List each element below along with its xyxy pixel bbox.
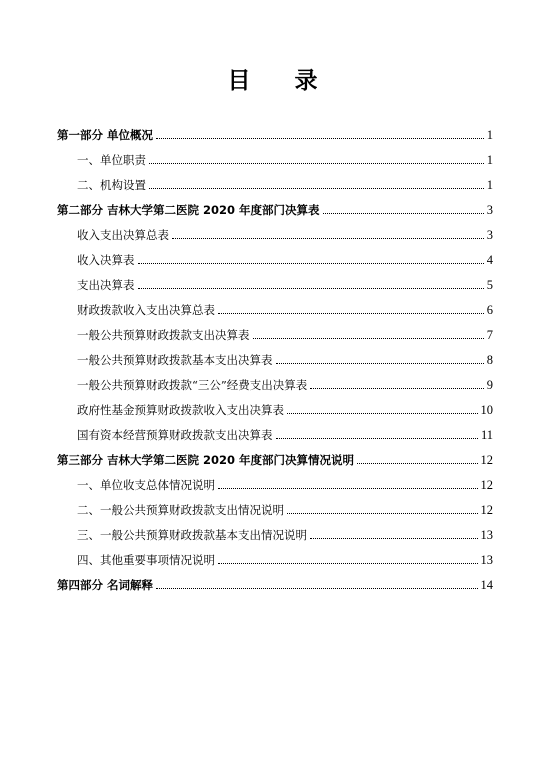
toc-entry-income-table[interactable] xyxy=(77,242,493,267)
toc-entry-label: 第一部分 单位概况 xyxy=(57,128,154,142)
toc-page-number: 3 xyxy=(486,203,493,217)
toc-entry-label: 一般公共预算财政拨款支出决算表 xyxy=(77,328,250,342)
toc-entry-part-3[interactable] xyxy=(57,442,493,467)
toc-page-number: 1 xyxy=(486,153,493,167)
toc-page-number: 12 xyxy=(480,453,493,467)
dot-leader xyxy=(138,287,484,289)
toc-entry-label: 一般公共预算财政拨款基本支出决算表 xyxy=(77,353,273,367)
dot-leader xyxy=(218,562,478,564)
toc-page-number: 14 xyxy=(480,578,493,592)
toc-entry-label: 二、一般公共预算财政拨款支出情况说明 xyxy=(77,503,284,517)
toc-entry-other-matters[interactable] xyxy=(77,542,493,567)
dot-leader xyxy=(138,262,484,264)
toc-entry-label: 二、机构设置 xyxy=(77,178,146,192)
toc-page-number: 13 xyxy=(480,528,493,542)
dot-leader xyxy=(156,587,477,589)
dot-leader xyxy=(149,187,484,189)
toc-entry-general-budget-basic[interactable] xyxy=(77,342,493,367)
toc-page-number: 13 xyxy=(480,553,493,567)
toc-page-number: 10 xyxy=(480,403,493,417)
toc-entry-label: 政府性基金预算财政拨款收入支出决算表 xyxy=(77,403,284,417)
toc-page-number: 4 xyxy=(486,253,493,267)
dot-leader xyxy=(276,362,484,364)
dot-leader xyxy=(156,137,484,139)
toc-entry-label: 支出决算表 xyxy=(77,278,135,292)
toc-entry-label: 国有资本经营预算财政拨款支出决算表 xyxy=(77,428,273,442)
toc-entry-unit-duties[interactable] xyxy=(77,142,493,167)
toc-page-number: 1 xyxy=(486,128,493,142)
toc-entry-general-budget-expenditure[interactable] xyxy=(77,317,493,342)
toc-entry-part-4[interactable] xyxy=(57,567,493,592)
dot-leader xyxy=(287,512,478,514)
dot-leader xyxy=(323,212,484,214)
dot-leader xyxy=(287,412,478,414)
toc-entry-basic-expenditure-explanation[interactable] xyxy=(77,517,493,542)
toc-entry-overall-explanation[interactable] xyxy=(77,467,493,492)
dot-leader xyxy=(218,487,478,489)
dot-leader xyxy=(310,537,478,539)
toc-entry-government-fund[interactable] xyxy=(77,392,493,417)
toc-entry-label: 第四部分 名词解释 xyxy=(57,578,154,592)
toc-page-number: 6 xyxy=(486,303,493,317)
toc-entry-part-2[interactable] xyxy=(57,192,493,217)
toc-entry-fiscal-summary[interactable] xyxy=(77,292,493,317)
toc-page-number: 5 xyxy=(486,278,493,292)
toc-entry-label: 三、一般公共预算财政拨款基本支出情况说明 xyxy=(77,528,307,542)
toc-entry-label: 一般公共预算财政拨款“三公”经费支出决算表 xyxy=(77,378,308,392)
toc-entry-label: 财政拨款收入支出决算总表 xyxy=(77,303,215,317)
toc-entry-label: 四、其他重要事项情况说明 xyxy=(77,553,215,567)
toc-entry-general-budget-explanation[interactable] xyxy=(77,492,493,517)
toc-list xyxy=(0,117,545,592)
toc-entry-income-expenditure-summary[interactable] xyxy=(77,217,493,242)
toc-entry-label: 第二部分 吉林大学第二医院 2020 年度部门决算表 xyxy=(57,203,320,217)
toc-entry-label: 收入决算表 xyxy=(77,253,135,267)
toc-entry-org-setup[interactable] xyxy=(77,167,493,192)
toc-entry-state-capital[interactable] xyxy=(77,417,493,442)
dot-leader xyxy=(172,237,484,239)
toc-entry-three-public-expenses[interactable] xyxy=(77,367,493,392)
toc-entry-label: 收入支出决算总表 xyxy=(77,228,169,242)
dot-leader xyxy=(357,462,477,464)
toc-entry-expenditure-table[interactable] xyxy=(77,267,493,292)
toc-entry-label: 一、单位收支总体情况说明 xyxy=(77,478,215,492)
toc-entry-label: 第三部分 吉林大学第二医院 2020 年度部门决算情况说明 xyxy=(57,453,355,467)
toc-page-number: 11 xyxy=(480,428,493,442)
toc-page-number: 7 xyxy=(486,328,493,342)
toc-entry-label: 一、单位职责 xyxy=(77,153,146,167)
dot-leader xyxy=(149,162,484,164)
toc-page-number: 8 xyxy=(486,353,493,367)
toc-page-number: 1 xyxy=(486,178,493,192)
dot-leader xyxy=(218,312,484,314)
toc-entry-part-1[interactable] xyxy=(57,117,493,142)
toc-title: 目 录 xyxy=(227,68,336,94)
toc-page-number: 12 xyxy=(480,478,493,492)
dot-leader xyxy=(310,387,483,389)
dot-leader xyxy=(276,437,478,439)
toc-page-number: 3 xyxy=(486,228,493,242)
toc-page-number: 9 xyxy=(486,378,493,392)
toc-page-number: 12 xyxy=(480,503,493,517)
dot-leader xyxy=(253,337,484,339)
